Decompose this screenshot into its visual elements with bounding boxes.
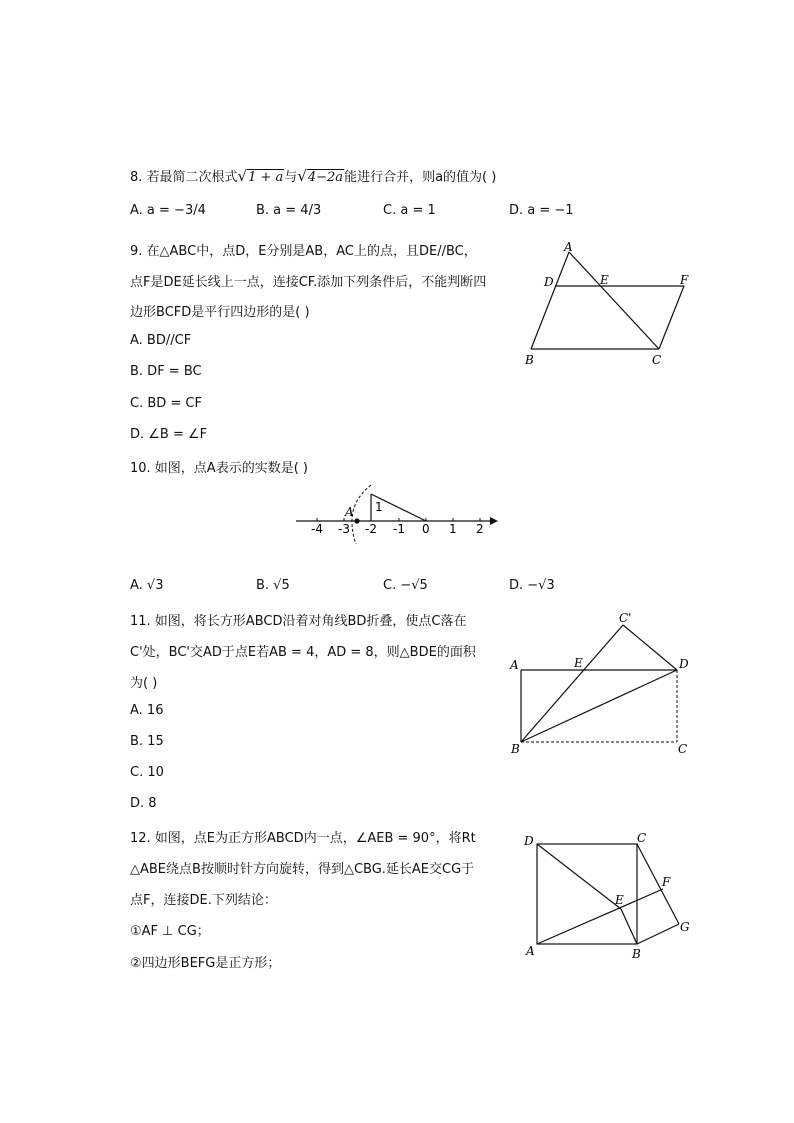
q12-line-2: △ABE绕点B按顺时针方向旋转，得到△CBG.延长AE交CG于 xyxy=(130,862,475,877)
q12-label-e: E xyxy=(615,893,624,907)
q8-option-a[interactable]: A. a = −3/4 xyxy=(130,203,206,218)
q8-radical-1: √1 + a xyxy=(237,167,284,185)
q10-option-b[interactable]: B. √5 xyxy=(256,578,290,593)
q10-tick-label: 1 xyxy=(449,522,457,536)
q11-option-c[interactable]: C. 10 xyxy=(130,765,164,780)
q12-label-f: F xyxy=(662,875,671,889)
q11-option-d[interactable]: D. 8 xyxy=(130,796,157,811)
q9-line-3: 边形BCFD是平行四边形的是( ) xyxy=(130,305,310,320)
q11-label-b: B xyxy=(511,742,520,756)
q9-option-d[interactable]: D. ∠B = ∠F xyxy=(130,427,208,442)
q10-tick-label: -2 xyxy=(365,522,377,536)
q12-label-a: A xyxy=(526,944,535,958)
q10-option-c[interactable]: C. −√5 xyxy=(383,578,428,593)
q9-option-b[interactable]: B. DF = BC xyxy=(130,364,202,379)
q9-line-1: 9. 在△ABC中，点D，E分别是AB，AC上的点，且DE//BC， xyxy=(130,244,477,259)
q10-tick-label: -1 xyxy=(393,522,405,536)
q9-option-c[interactable]: C. BD = CF xyxy=(130,396,202,411)
q10-stem: 10. 如图，点A表示的实数是( ) xyxy=(130,461,308,476)
q8-stem-prefix: 8. 若最简二次根式 xyxy=(130,170,238,185)
q12-label-c: C xyxy=(637,831,647,845)
q9-line-ab xyxy=(531,252,569,349)
q11-line-bd xyxy=(521,670,677,742)
q11-figure xyxy=(505,605,700,760)
q11-line-bc1 xyxy=(521,625,623,742)
q10-tick-label: -4 xyxy=(311,522,323,536)
q12-figure xyxy=(515,828,695,968)
q10-tick-label: -3 xyxy=(338,522,350,536)
q12-conclusion-2: ②四边形BEFG是正方形； xyxy=(130,956,281,971)
q8-option-c[interactable]: C. a = 1 xyxy=(383,203,436,218)
q11-line-2: C'处，BC'交AD于点E若AB = 4，AD = 8，则△BDE的面积 xyxy=(130,645,476,660)
q12-line-de xyxy=(537,844,621,909)
q10-tick-label: 2 xyxy=(476,522,484,536)
q10-axis-arrow xyxy=(490,517,498,525)
q12-label-b: B xyxy=(632,947,641,961)
q10-number-line-figure xyxy=(290,478,505,548)
q11-option-a[interactable]: A. 16 xyxy=(130,703,164,718)
q10-option-a[interactable]: A. √3 xyxy=(130,578,164,593)
q11-line-c1d xyxy=(623,625,677,670)
q12-conclusion-1: ①AF ⊥ CG； xyxy=(130,924,210,939)
q8-radicand-1: 1 + a xyxy=(248,170,284,185)
q11-label-d: D xyxy=(679,657,689,671)
q9-label-f: F xyxy=(680,273,689,287)
q11-line-3: 为( ) xyxy=(130,676,158,691)
q9-line-2: 点F是DE延长线上一点，连接CF.添加下列条件后，不能判断四 xyxy=(130,275,487,290)
q12-line-eb xyxy=(621,909,637,944)
q10-option-d[interactable]: D. −√3 xyxy=(509,578,555,593)
q12-line-cg xyxy=(637,844,679,924)
q9-option-a[interactable]: A. BD//CF xyxy=(130,333,192,348)
q8-stem-suffix: 能进行合并，则a的值为( ) xyxy=(344,170,497,185)
q12-label-d: D xyxy=(524,834,534,848)
q9-line-cf xyxy=(659,286,684,349)
q12-label-g: G xyxy=(680,920,690,934)
q8-mid: 与 xyxy=(284,170,298,185)
q9-label-c: C xyxy=(652,353,662,367)
q9-label-e: E xyxy=(600,273,609,287)
q8-option-b[interactable]: B. a = 4/3 xyxy=(256,203,322,218)
q10-point-a xyxy=(354,518,359,523)
q8-stem xyxy=(130,166,496,185)
q11-label-a: A xyxy=(510,658,519,672)
q11-option-b[interactable]: B. 15 xyxy=(130,734,164,749)
q9-label-d: D xyxy=(544,275,554,289)
q10-label-a: A xyxy=(345,505,354,519)
q8-radicand-2: 4−2a xyxy=(307,170,344,185)
q11-line-1: 11. 如图，将长方形ABCD沿着对角线BD折叠，使点C落在 xyxy=(130,614,467,629)
q11-label-e: E xyxy=(574,656,583,670)
q10-label-height: 1 xyxy=(375,500,383,514)
q8-option-d[interactable]: D. a = −1 xyxy=(509,203,574,218)
q12-line-bg xyxy=(637,924,679,944)
q9-line-ac xyxy=(569,252,659,349)
q9-label-b: B xyxy=(525,353,534,367)
q12-line-1: 12. 如图，点E为正方形ABCD内一点，∠AEB = 90°，将Rt xyxy=(130,831,476,846)
q9-figure xyxy=(520,238,700,370)
q9-label-a: A xyxy=(564,240,573,254)
q12-line-ae-f xyxy=(537,889,663,944)
q11-label-c-prime: C' xyxy=(619,611,632,625)
q11-label-c: C xyxy=(678,742,688,756)
q8-radical-2: √4−2a xyxy=(297,167,344,185)
q10-tick-label: 0 xyxy=(422,522,430,536)
q12-line-3: 点F，连接DE.下列结论： xyxy=(130,893,277,908)
